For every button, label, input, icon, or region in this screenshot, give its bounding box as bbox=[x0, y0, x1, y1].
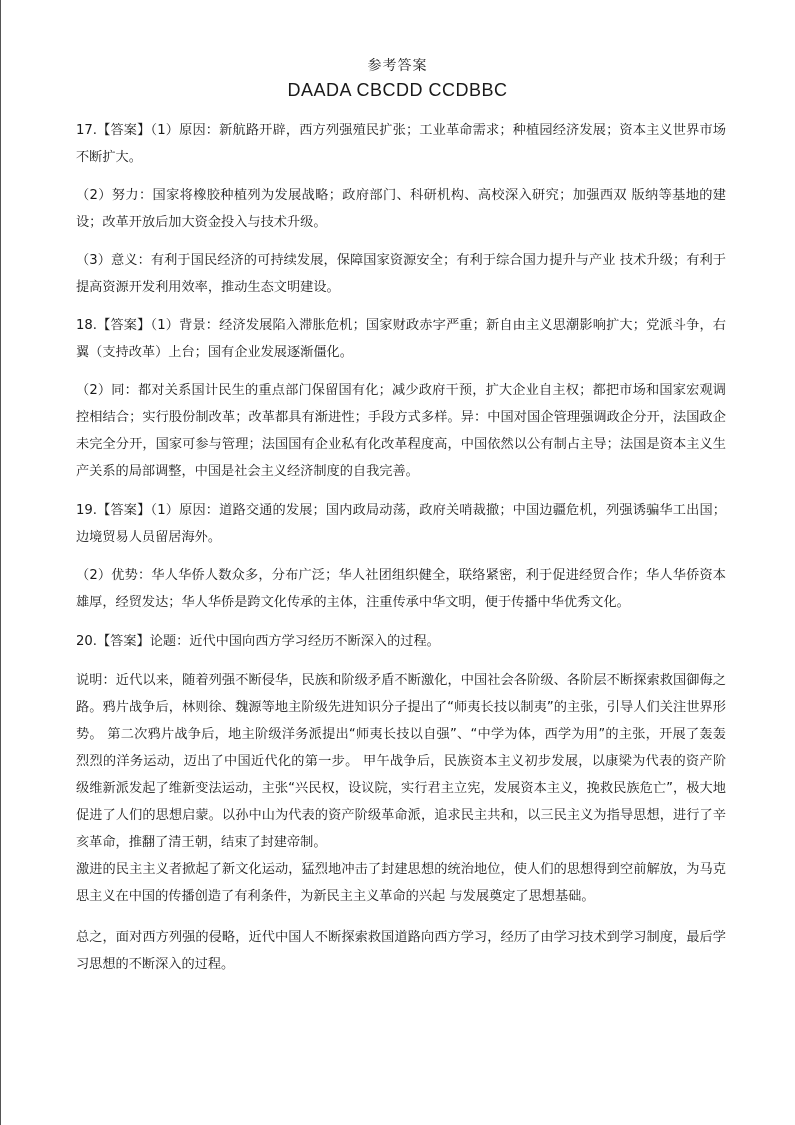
page-title: 参考答案 bbox=[367, 58, 428, 74]
q18-answer-part2: （2）同：都对关系国计民生的重点部门保留国有化；减少政府干预，扩大企业自主权；都把市场和国家宏观调控相结合；实行股份制改革；改革都具有渐进性；手段方式多样。异：中国对国企管理强调政企分开，法国政企未完全分开，国家可参与管理；法国国有企业私有化改革程度高，中国依然以公有制占主导；法国是资本主义生产关系的局部调整，中国是社会主义经济制度的自我完善。 bbox=[76, 383, 726, 479]
page-left-border bbox=[0, 0, 1, 1125]
q17-answer-part3: （3）意义：有利于国民经济的可持续发展，保障国家资源安全；有利于综合国力提升与产业 技术升级；有利于提高资源开发利用效率，推动生态文明建设。 bbox=[76, 253, 726, 295]
q19-answer-part1: 19.【答案】（1）原因：道路交通的发展；国内政局动荡，政府关哨裁撤；中国边疆危机，列强诱骗华工出国；边境贸易人员留居海外。 bbox=[76, 503, 726, 545]
q20-answer-explanation-cont: 激进的民主主义者掀起了新文化运动，猛烈地冲击了封建思想的统治地位，使人们的思想得到空前解放，为马克思主义在中国的传播创造了有利条件，为新民主主义革命的兴起 与发展奠定了思想基础。 bbox=[76, 862, 726, 904]
q20-answer-thesis: 20.【答案】论题：近代中国向西方学习经历不断深入的过程。 bbox=[76, 634, 440, 649]
q19-answer-part2: （2）优势：华人华侨人数众多，分布广泛；华人社团组织健全，联络紧密，利于促进经贸合作；华人华侨资本雄厚，经贸发达；华人华侨是跨文化传承的主体，注重传承中华文明，便于传播中华优秀文化。 bbox=[76, 568, 726, 610]
q17-answer-part1: 17.【答案】（1）原因：新航路开辟，西方列强殖民扩张；工业革命需求；种植园经济发展；资本主义世界市场不断扩大。 bbox=[76, 123, 726, 165]
choice-answer-keys: DAADA CBCDD CCDBBC bbox=[287, 80, 508, 100]
q18-answer-part1: 18.【答案】（1）背景：经济发展陷入滞胀危机；国家财政赤字严重；新自由主义思潮影响扩大；党派斗争，右翼（支持改革）上台；国有企业发展逐渐僵化。 bbox=[76, 318, 726, 360]
q17-answer-part2: （2）努力：国家将橡胶种植列为发展战略；政府部门、科研机构、高校深入研究；加强西双 版纳等基地的建设；改革开放后加大资金投入与技术升级。 bbox=[76, 188, 726, 230]
q20-answer-explanation: 说明：近代以来，随着列强不断侵华，民族和阶级矛盾不断激化，中国社会各阶级、各阶层不断探索救国御侮之路。鸦片战争后，林则徐、魏源等地主阶级先进知识分子提出了“师夷长技以制夷”的主张，引导人们关注世界形势。 第二次鸦片战争后，地主阶级洋务派提出“师夷长技以自强”、“中学为体，西学为用”的主张，开展了轰轰烈烈的洋务运动，迈出了中国近代化的第一步。 甲午战争后，民族资本主义初步发展，以康梁为代表的资产阶级维新派发起了维新变法运动，主张“兴民权，设议院，实行君主立宪，发展资本主义，挽救民族危亡”，极大地促进了人们的思想启蒙。以孙中山为代表的资产阶级革命派，追求民主共和，以三民主义为指导思想，进行了辛亥革命，推翻了清王朝，结束了封建帝制。 bbox=[76, 673, 727, 850]
q20-answer-conclusion: 总之，面对西方列强的侵略，近代中国人不断探索救国道路向西方学习，经历了由学习技术到学习制度，最后学习思想的不断深入的过程。 bbox=[76, 930, 726, 972]
